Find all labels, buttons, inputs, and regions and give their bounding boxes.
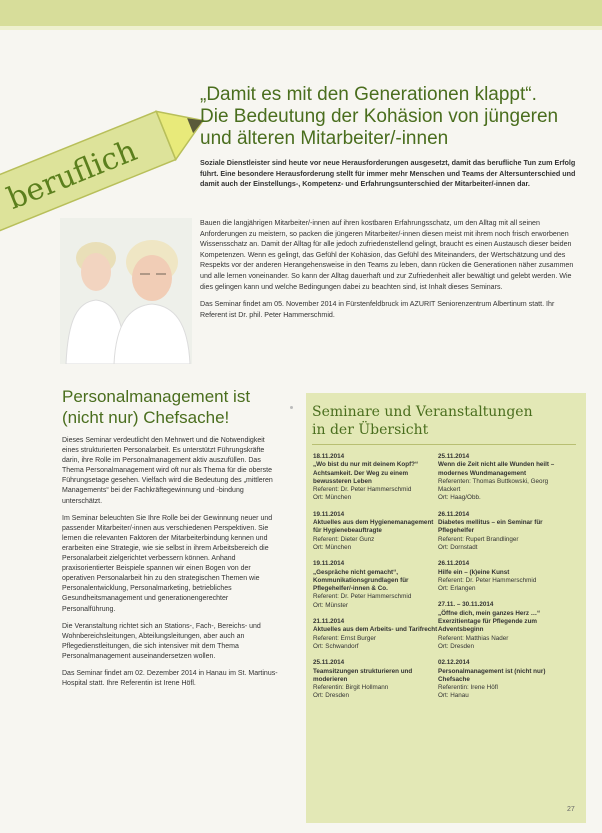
left-article-body bbox=[62, 436, 282, 696]
event-item bbox=[313, 659, 441, 700]
headline-line-3: und älteren Mitarbeiter/-innen bbox=[200, 128, 449, 149]
photo-two-women bbox=[60, 218, 192, 364]
column-divider-dot bbox=[290, 406, 293, 409]
event-referent: Referentin: Birgit Hollmann bbox=[313, 684, 389, 692]
left-paragraph-4: Das Seminar findet am 02. Dezember 2014 in Hanau im St. Martinus-Hospital statt. Ihre Referentin ist Irene Höfl. bbox=[62, 669, 278, 688]
event-referent: Referent: Matthias Nader bbox=[438, 634, 509, 642]
article-intro: Soziale Dienstleister sind heute vor neue Herausforderungen ausgesetzt, damit das berufliche Tun zum Erfolg führt. Eine besondere Herausforderung stellt für immer mehr Menschen und Teams der Altersunterschied und damit auch der Einstellungs-, Kompetenz- und Erfahrungsunterschied der Mitarbeiter/-innen dar. bbox=[200, 158, 576, 189]
event-item bbox=[438, 511, 566, 552]
event-location: Ort: Dresden bbox=[438, 642, 475, 650]
top-color-bar-accent bbox=[0, 26, 602, 30]
event-date: 26.11.2014 bbox=[438, 560, 470, 568]
page-number: 27 bbox=[567, 806, 575, 813]
event-referent: Referent: Dr. Peter Hammerschmid bbox=[313, 593, 412, 601]
event-location: Ort: Münster bbox=[313, 601, 348, 609]
top-color-bar bbox=[0, 0, 602, 26]
event-referent: Referent: Dr. Peter Hammerschmid bbox=[313, 486, 412, 494]
event-title: „Gespräche nicht gemacht“, Kommunikationsgrundlagen für Pflegehelfer/-innen & Co. bbox=[313, 568, 409, 593]
event-date: 18.11.2014 bbox=[313, 453, 345, 460]
event-title: Personalmanagement ist (nicht nur) Chefsache bbox=[438, 667, 546, 683]
article-headline bbox=[200, 84, 580, 150]
left-title-line-2: (nicht nur) Chefsache! bbox=[62, 408, 230, 427]
event-location: Ort: München bbox=[313, 543, 352, 551]
event-referent: Referent: Rupert Brandlinger bbox=[438, 535, 519, 543]
event-location: Ort: Hanau bbox=[438, 692, 469, 700]
event-item bbox=[438, 453, 566, 503]
event-location: Ort: Schwandorf bbox=[313, 642, 359, 650]
event-title: Teamsitzungen strukturieren und moderieren bbox=[313, 667, 413, 683]
event-date: 19.11.2014 bbox=[313, 510, 345, 518]
event-title: Diabetes mellitus – ein Seminar für Pflegehelfer bbox=[438, 519, 543, 535]
event-date: 27.11. – 30.11.2014 bbox=[438, 601, 494, 609]
sidebar-title-line-2: in der Übersicht bbox=[312, 422, 429, 438]
event-referent: Referent: Ernst Burger bbox=[313, 634, 376, 642]
event-item bbox=[313, 618, 441, 651]
event-date: 19.11.2014 bbox=[313, 560, 345, 568]
event-title: Wenn die Zeit nicht alle Wunden heilt – modernes Wundmanagement bbox=[438, 461, 555, 477]
article-top-paragraph-1: Bauen die langjährigen Mitarbeiter/-innen auf ihren kostbaren Erfahrungsschatz, um den Alltag mit all seinen Anforderungen zu meistern, so packen die jüngeren Mitarbeiter/-innen diesen meist mit ihrem noch frisch erworbenen Wissensschatz an. Damit der Alltag für alle jedoch zufriedenstellend gelingt, braucht es einen Austausch dieser beiden Kompetenzen. Wenn es gelingt, das Gefühl der Kohäsion, das Gefühl des Miteinanders, der Wertschätzung und des Respekts vor der anderen Herangehensweise in den Teams zu leben, dann rücken die Generationen näher zusammen und alle lernen voneinander. So kann der Alltag dauerhaft und zur Zufriedenheit aller bewältigt und gelebt werden. Wie dies gelingen kann und welche Bedingungen dabei zu beachten sind, ist Inhalt dieses Seminars. bbox=[200, 219, 574, 291]
sidebar-title bbox=[312, 403, 582, 439]
event-item bbox=[313, 560, 441, 610]
event-date: 21.11.2014 bbox=[313, 618, 345, 626]
left-paragraph-2: Im Seminar beleuchten Sie Ihre Rolle bei der Gewinnung neuer und passender Mitarbeiter/-innen aus verschiedenen Perspektiven. Sie lernen die relevanten Faktoren der Mitarbeiterbindung kennen und erarbeiten eine Strategie, wie sie selbst in ihrem Arbeitsbereich die Personalarbeit zielgerichtet verbessern können. Anhand praxisorientierter Beispiele spannen wir einen Bogen von der operativen Personalarbeit hin zu den strategischen Themen wie Personalentwicklung, Personalmarketing, betriebliches Gesundheitsmanagement und generationengerechter Personalführung. bbox=[62, 514, 273, 613]
event-location: Ort: Dornstadt bbox=[438, 543, 478, 551]
event-referent: Referenten: Thomas Buttkowski, Georg Mackert bbox=[438, 477, 549, 494]
event-item bbox=[438, 659, 566, 700]
category-label: beruflich bbox=[2, 133, 142, 217]
sidebar-title-line-1: Seminare und Veranstaltungen bbox=[312, 404, 533, 420]
headline-line-1: „Damit es mit den Generationen klappt“. bbox=[200, 84, 537, 105]
event-referent: Referent: Dieter Gunz bbox=[313, 535, 375, 543]
event-item bbox=[313, 511, 441, 552]
left-article-title bbox=[62, 386, 282, 428]
left-paragraph-3: Die Veranstaltung richtet sich an Stations-, Fach-, Bereichs- und Wohnbereichsleitungen, Abteilungsleitungen, aber auch an Pflegedienstleitungen, die sich intensiver mit dem Thema Personalmanagement auseinandersetzen wollen. bbox=[62, 622, 261, 660]
event-location: Ort: Dresden bbox=[313, 692, 350, 700]
event-item bbox=[438, 601, 566, 651]
headline-line-2: Die Bedeutung der Kohäsion von jüngeren bbox=[200, 106, 559, 127]
sidebar-rule bbox=[312, 444, 576, 445]
event-title: „Öffne dich, mein ganzes Herz …“ Exerzitientage für Pflegende zum Adventsbeginn bbox=[438, 609, 541, 634]
event-title: Aktuelles aus dem Hygienemanagement für Hygienebeauftragte bbox=[313, 519, 434, 535]
event-title: Aktuelles aus dem Arbeits- und Tarifrecht bbox=[313, 626, 438, 634]
article-top-paragraph-2: Das Seminar findet am 05. November 2014 in Fürstenfeldbruck im AZURIT Seniorenzentrum Albertinum statt. Ihr Referent ist Dr. phil. Peter Hammerschmid. bbox=[200, 300, 555, 319]
event-location: Ort: Erlangen bbox=[438, 585, 476, 593]
event-location: Ort: Haag/Obb. bbox=[438, 494, 481, 502]
event-item bbox=[438, 560, 566, 593]
event-date: 25.11.2014 bbox=[313, 659, 345, 667]
left-title-line-1: Personalmanagement ist bbox=[62, 387, 251, 406]
event-date: 02.12.2014 bbox=[438, 659, 470, 667]
event-referent: Referentin: Irene Höfl bbox=[438, 684, 498, 692]
events-column-right bbox=[438, 453, 566, 709]
event-location: Ort: München bbox=[313, 494, 352, 502]
left-paragraph-1: Dieses Seminar verdeutlicht den Mehrwert und die Notwendigkeit eines strukturierten Personalarbeit. Es unterstützt Führungskräfte darin, ihre Rolle im Personalmanagement aktiv auszufüllen. Das Thema Personalmanagement wird oft nur als Thema für die oberste Führungsetage gesehen. Vielfach wird die Bedeutung des „mittleren Managements“ bei der Fachkräftegewinnung und -bindung unterschätzt. bbox=[62, 437, 273, 505]
event-referent: Referent: Dr. Peter Hammerschmid bbox=[438, 576, 537, 584]
event-item bbox=[313, 453, 441, 503]
article-top-body bbox=[200, 218, 580, 327]
events-column-left bbox=[313, 453, 441, 709]
event-title: „Wo bist du nur mit deinem Kopf?“ Achtsamkeit. Der Weg zu einem bewussteren Leben bbox=[313, 461, 419, 485]
event-date: 26.11.2014 bbox=[438, 510, 470, 518]
event-date: 25.11.2014 bbox=[438, 453, 470, 460]
event-title: Hilfe ein – (k)eine Kunst bbox=[438, 568, 510, 576]
